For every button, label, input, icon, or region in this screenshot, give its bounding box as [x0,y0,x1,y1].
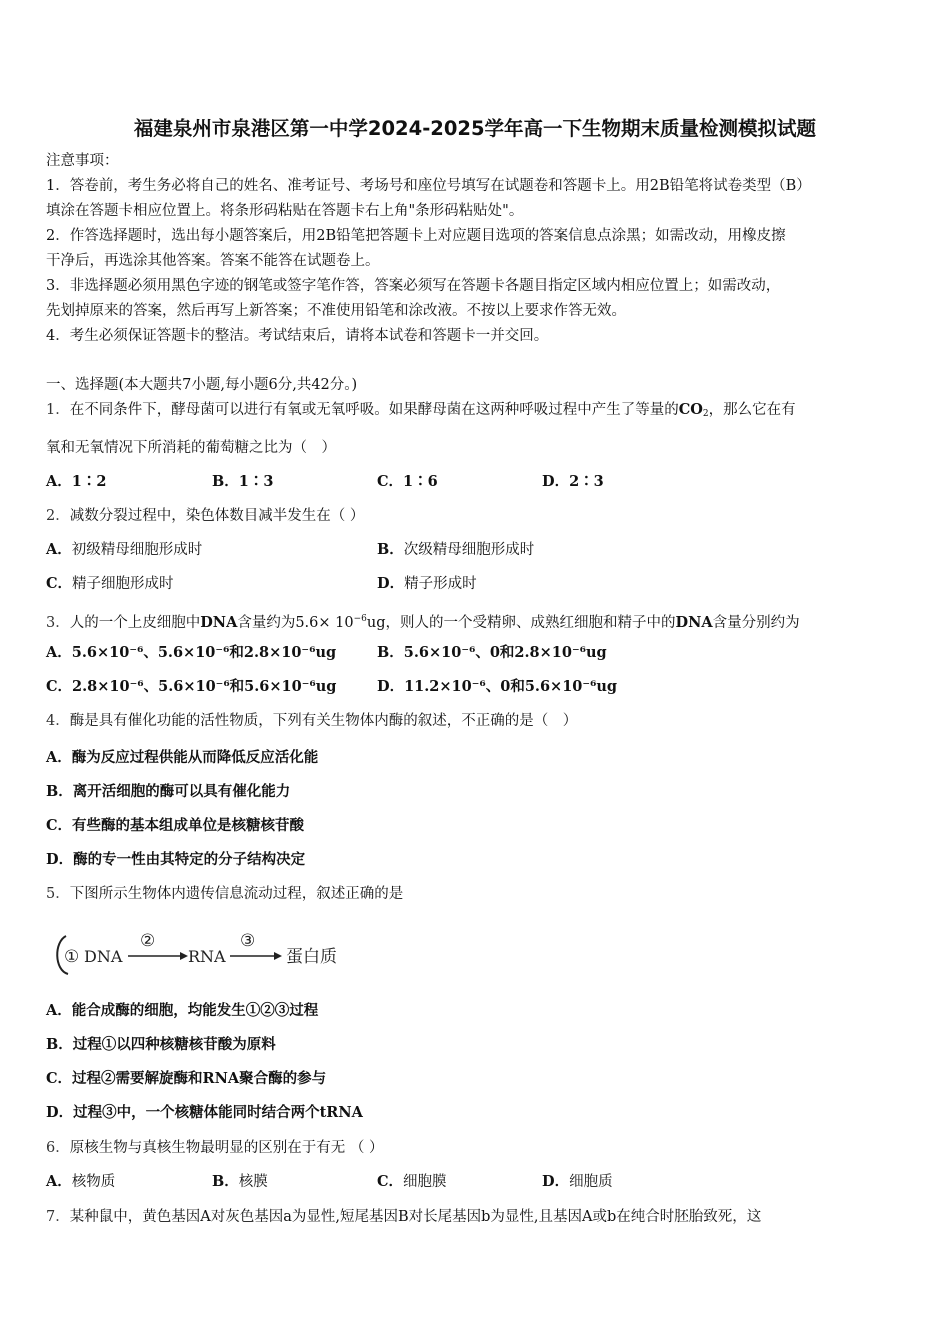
q3-option-c-text: 2.8×10⁻⁶、5.6×10⁻⁶和5.6×10⁻⁶ug [72,678,337,695]
question-4-text-b: 的是（ ） [504,713,578,729]
q4-option-b-text: 离开活细胞的酶可以具有催化能力 [72,783,291,800]
q6-option-d-label: D． [542,1173,570,1190]
question-6 [46,1138,383,1158]
question-4-text-a: 酶是具有催化功能的活性物质，下列有关生物体内酶的叙述， [69,713,462,729]
question-2 [46,506,364,526]
q5-option-a-label: A． [46,1002,72,1019]
q4-option-d-label: D． [46,851,74,868]
notice-line-5: 3．非选择题必须用黑色字迹的钢笔或签字笔作答，答案必须写在答题卡各题目指定区域内相应位置上；如需改动， [46,278,781,294]
q2-option-c[interactable] [46,574,174,594]
q3-option-b-label: B． [377,644,404,661]
diagram-dna: DNA [84,947,123,966]
question-7 [46,1207,761,1227]
transcription-arrow-head [180,952,188,960]
section-heading: 一、选择题(本大题共7小题,每小题6分,共42分。) [46,377,358,393]
q2-option-c-text: 精子细胞形成时 [72,576,174,592]
notice-line-2: 填涂在答题卡相应位置上。将条形码粘贴在答题卡右上角"条形码粘贴处"。 [46,203,524,219]
question-6-text: 原核生物与真核生物最明显的区别在于有无 （ ） [69,1140,384,1156]
q6-option-b-text: 核膜 [238,1174,268,1190]
q2-option-a-text: 初级精母细胞形成时 [71,542,203,558]
q4-option-c[interactable] [46,816,304,836]
q6-option-c[interactable] [377,1172,447,1192]
question-3-text-a: 人的一个上皮细胞中 [69,615,201,631]
q4-option-c-text: 有些酶的基本组成单位是核糖核苷酸 [72,817,305,834]
q1-option-d-text: 2∶3 [569,473,604,490]
question-1-number: 1． [46,402,70,418]
q2-option-a[interactable] [46,540,202,560]
q6-option-b[interactable] [212,1172,268,1192]
q3-option-c-label: C． [46,678,73,695]
question-4-number: 4． [46,713,70,729]
q1-option-d[interactable] [542,472,604,492]
q1-option-b[interactable] [212,472,273,492]
q4-option-a-text: 酶为反应过程供能从而降低反应活化能 [71,749,319,766]
q3-option-d-label: D． [377,678,405,695]
notice-line-6: 先划掉原来的答案，然后再写上新答案；不准使用铅笔和涂改液。不按以上要求作答无效。 [46,303,626,319]
notice-line-3: 2．作答选择题时，选出每小题答案后，用2B铅笔把答题卡上对应题目选项的答案信息点涂黑；如需改动，用橡皮擦 [46,228,786,244]
q2-option-d[interactable] [377,574,477,594]
q5-option-c-text: 过程②需要解旋酶和RNA聚合酶的参与 [72,1070,327,1087]
question-3 [46,609,800,633]
q3-option-b-text: 5.6×10⁻⁶、0和2.8×10⁻⁶ug [403,644,607,661]
q6-option-a-label: A． [46,1173,72,1190]
diagram-circle-2: ② [140,931,156,951]
notice-heading: 注意事项： [46,153,119,169]
q4-option-d[interactable] [46,850,305,870]
q6-option-d[interactable] [542,1172,613,1192]
q2-option-a-label: A． [46,541,72,558]
q4-option-a-label: A． [46,749,72,766]
q1-option-b-label: B． [212,473,239,490]
q1-option-b-text: 1∶3 [238,473,274,490]
question-2-number: 2． [46,508,70,524]
diagram-rna: RNA [188,947,226,966]
q4-option-b[interactable] [46,782,290,802]
q3-option-d[interactable] [377,677,617,697]
diagram-protein: 蛋白质 [286,947,337,967]
question-5-text: 下图所示生物体内遗传信息流动过程，叙述正确的是 [69,886,404,902]
question-3-text-d: 含量分别约为 [712,615,800,631]
q4-option-c-label: C． [46,817,73,834]
q5-option-d-text: 过程③中，一个核糖体能同时结合两个tRNA [73,1104,363,1121]
question-1-text-a: 在不同条件下，酵母菌可以进行有氧或无氧呼吸。如果酵母菌在这两种呼吸过程中产生了等量的 [69,402,679,418]
question-1 [46,400,796,424]
q1-option-a[interactable] [46,472,106,492]
q1-option-c-label: C． [377,473,404,490]
q1-option-d-label: D． [542,473,570,490]
question-1-text-b: ，那么它在有 [708,402,796,418]
question-3-number: 3． [46,615,70,631]
question-5-number: 5． [46,886,70,902]
question-3-text-b: 含量约为5.6× 10 [237,615,354,631]
q3-option-d-text: 11.2×10⁻⁶、0和5.6×10⁻⁶ug [404,678,618,695]
question-2-text: 减数分裂过程中，染色体数目减半发生在（ ） [69,508,365,524]
question-7-number: 7． [46,1209,70,1225]
q1-option-c[interactable] [377,472,438,492]
translation-arrow-head [274,952,282,960]
q5-option-d-label: D． [46,1104,74,1121]
q2-option-d-text: 精子形成时 [404,576,477,592]
diagram-circle-1: ① [64,947,80,967]
gene-flow-diagram [52,926,362,982]
q5-option-a[interactable] [46,1001,318,1021]
q6-option-b-label: B． [212,1173,239,1190]
q2-option-b-label: B． [377,541,404,558]
q1-option-a-text: 1∶2 [71,473,107,490]
q6-option-c-text: 细胞膜 [403,1174,447,1190]
q4-option-d-text: 酶的专一性由其特定的分子结构决定 [73,851,306,868]
question-7-text: 某种鼠中，黄色基因A对灰色基因a为显性,短尾基因B对长尾基因b为显性,且基因A或b在纯合时胚胎致死，这 [69,1209,762,1225]
q3-option-c[interactable] [46,677,336,697]
q5-option-a-text: 能合成酶的细胞，均能发生①②③过程 [71,1002,319,1019]
exam-title: 福建泉州市泉港区第一中学2024-2025学年高一下生物期末质量检测模拟试题 [133,117,817,140]
question-1-line-2: 氧和无氧情况下所消耗的葡萄糖之比为（ ） [46,440,336,456]
q5-option-c-label: C． [46,1070,73,1087]
q1-option-c-text: 1∶6 [403,473,438,490]
q4-option-a[interactable] [46,748,318,768]
q6-option-a[interactable] [46,1172,115,1192]
question-3-text-c: ug，则人的一个受精卵、成熟红细胞和精子中的 [366,615,676,631]
notice-line-4: 干净后，再选涂其他答案。答案不能答在试题卷上。 [46,253,380,269]
question-3-dna-2: DNA [675,614,713,631]
q6-option-d-text: 细胞质 [569,1174,613,1190]
question-5 [46,884,403,904]
q6-option-c-label: C． [377,1173,404,1190]
question-4 [46,711,577,731]
diagram-circle-3: ③ [240,931,256,951]
question-4-emphasis: 不正确 [461,713,505,729]
q5-option-c[interactable] [46,1069,326,1089]
q2-option-b-text: 次级精母细胞形成时 [403,542,535,558]
q4-option-b-label: B． [46,783,73,800]
question-1-co2: CO [678,401,703,418]
question-6-number: 6． [46,1140,70,1156]
question-3-dna: DNA [200,614,238,631]
q3-option-a-label: A． [46,644,72,661]
q3-option-b[interactable] [377,643,607,663]
q2-option-c-label: C． [46,575,73,592]
q5-option-b-text: 过程①以四种核糖核苷酸为原料 [72,1036,276,1053]
q5-option-b[interactable] [46,1035,276,1055]
question-3-exp: −6 [353,614,367,624]
q3-option-a-text: 5.6×10⁻⁶、5.6×10⁻⁶和2.8×10⁻⁶ug [71,644,337,661]
q1-option-a-label: A． [46,473,72,490]
q5-option-d[interactable] [46,1103,363,1123]
notice-line-7: 4．考生必须保证答题卡的整洁。考试结束后，请将本试卷和答题卡一并交回。 [46,328,549,344]
q5-option-b-label: B． [46,1036,73,1053]
q3-option-a[interactable] [46,643,336,663]
q2-option-b[interactable] [377,540,534,560]
notice-line-1: 1．答卷前，考生务必将自己的姓名、准考证号、考场号和座位号填写在试题卷和答题卡上。用2B铅笔将试卷类型（B） [46,178,811,194]
q6-option-a-text: 核物质 [71,1174,116,1190]
q2-option-d-label: D． [377,575,405,592]
question-1-co2-sub: 2 [702,409,709,419]
